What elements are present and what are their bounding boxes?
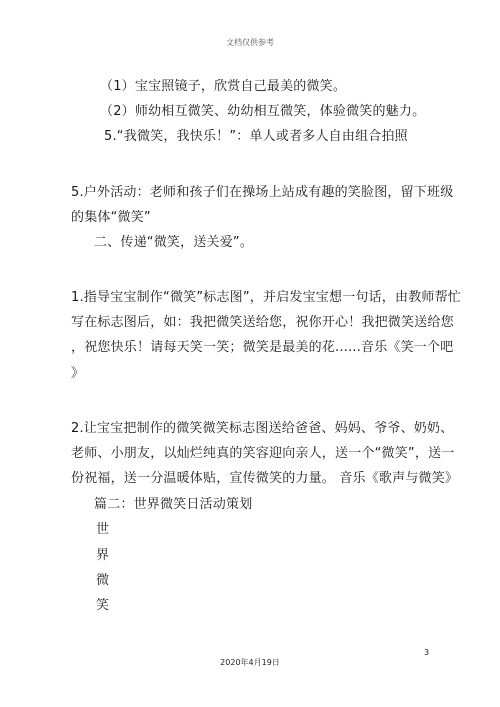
section-heading: 篇二：世界微笑日活动策划 [94, 497, 253, 512]
vertical-title-char: 界 [96, 548, 110, 563]
text-line: （1）宝宝照镜子，欣赏自己最美的微笑。 [100, 79, 347, 94]
text-line: 1.指导宝宝制作“微笑”标志图”，并启发宝宝想一句话，由教师帮忙 [71, 290, 462, 305]
vertical-title-char: 微 [96, 573, 110, 588]
text-line: 的集体“微笑” [71, 210, 151, 225]
page-footer-date: 2020年4月19日 [220, 658, 280, 667]
page-number: 3 [424, 648, 430, 657]
text-line: ，祝您快乐！请每天笑一笑；微笑是最美的花......音乐《笑一个吧 [71, 340, 454, 355]
page-header: 文档仅供参考 [226, 38, 274, 47]
text-line: 5.“我微笑，我快乐！”：单人或者多人自由组合拍照 [104, 129, 408, 144]
section-heading: 二、传递“微笑，送关爱”。 [94, 235, 254, 250]
text-line: 2.让宝宝把制作的微笑微笑标志图送给爸爸、妈妈、爷爷、奶奶、 [71, 421, 454, 436]
text-line: （2）师幼相互微笑、幼幼相互微笑，体验微笑的魅力。 [100, 104, 426, 119]
text-line: 写在标志图后，如：我把微笑送给您，祝你开心！我把微笑送给您 [71, 315, 454, 330]
text-line: 5.户外活动：老师和孩子们在操场上站成有趣的笑脸图，留下班级 [71, 185, 454, 200]
text-line: 》 [71, 366, 85, 381]
text-line: 老师、小朋友，以灿烂纯真的笑容迎向亲人，送一个“微笑”，送一 [71, 446, 455, 461]
vertical-title-char: 世 [96, 522, 110, 537]
vertical-title-char: 笑 [96, 598, 110, 613]
text-line: 份祝福，送一分温暖体贴，宣传微笑的力量。 音乐《歌声与微笑》 [71, 471, 459, 486]
